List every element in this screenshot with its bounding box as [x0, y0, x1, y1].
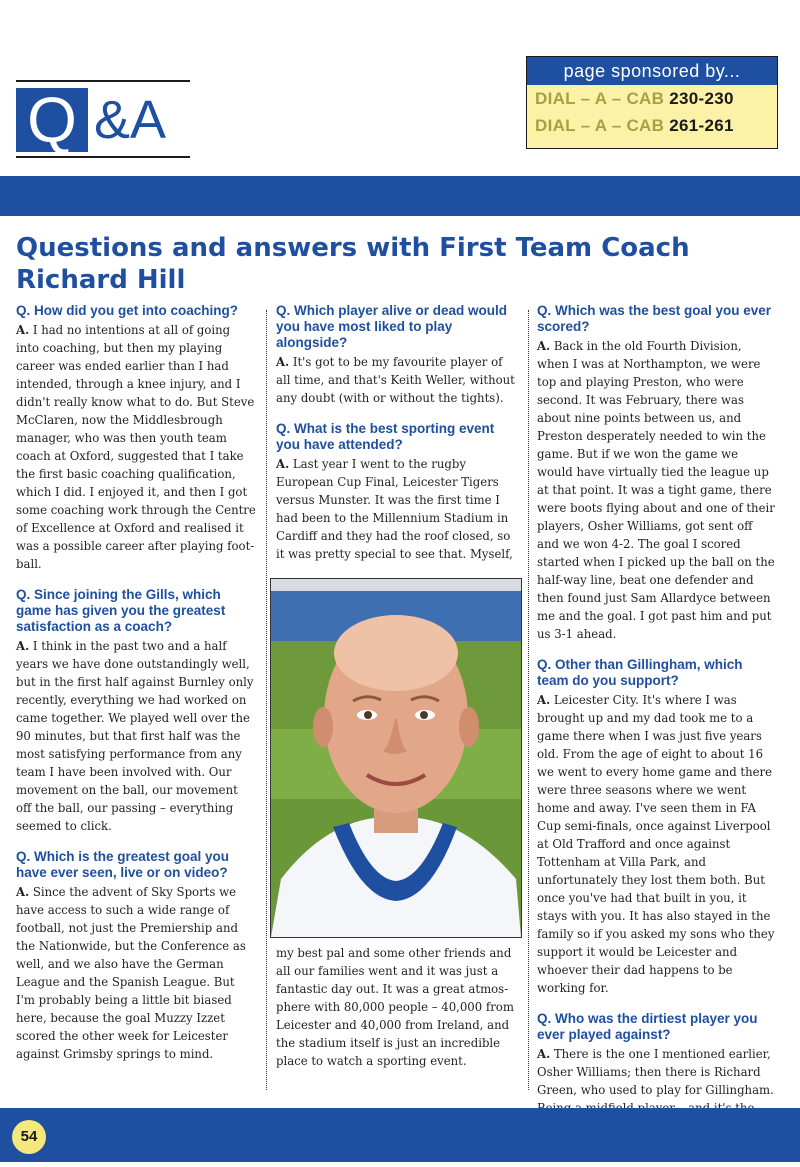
answer-7-text: Leicester City. It's where I was brought up and my dad took me to a game there when I was just five years old. From the age of eight to about 16 we went to every home game and there were three seasons where we went home and away. I've seen them in FA Cup semi-finals, once against Liverpool at Old Trafford and once against Tottenham at Villa Park, and unfortunately they lost them both. But once you've had that built in you, it stays with you. It has also stayed in the family so if you asked my sons who they support it would be Leicester and whoever their dad happens to be working for. — [537, 693, 775, 995]
column-2-continued — [276, 944, 520, 1084]
bottom-band — [0, 1108, 800, 1162]
headline: Questions and answers with First Team Coach Richard Hill — [16, 233, 690, 295]
answer-prefix: A. — [16, 639, 30, 653]
answer-4-text: It's got to be my favourite player of all time, and that's Keith Weller, without any doubt (with or without the tights). — [276, 355, 515, 405]
qa-logo-q: Q — [16, 88, 88, 152]
answer-5-continued: my best pal and some other friends and all our families went and it was just a fantastic day out. It was a great atmosphere with 80,000 people – 40,000 from Leicester and 40,000 from Ireland, and the stadium itself is just an incredible place to watch a sporting event. — [276, 946, 514, 1068]
bottom-rule — [16, 156, 190, 158]
sponsor-line-2 — [527, 112, 777, 139]
question-3: Q. Which is the greatest goal you have ever seen, live or on video? — [16, 849, 230, 880]
qa-logo-rest: &A — [94, 90, 167, 150]
top-rule — [16, 80, 190, 82]
answer-3 — [16, 883, 256, 1063]
column-divider-2 — [528, 310, 529, 1090]
answer-5 — [276, 455, 520, 563]
answer-7 — [537, 691, 777, 997]
sponsor-line-2-number: 261-261 — [669, 116, 734, 135]
sponsor-line-1-prefix: DIAL – A – CAB — [535, 89, 665, 108]
column-2 — [276, 303, 520, 577]
answer-4 — [276, 353, 520, 407]
sponsor-title: page sponsored by... — [527, 57, 777, 85]
column-3 — [537, 303, 777, 1167]
question-2: Q. Since joining the Gills, which game has given you the greatest satisfaction as a coach? — [16, 587, 226, 634]
question-6: Q. Which was the best goal you ever scored? — [537, 303, 772, 334]
answer-3-text: Since the advent of Sky Sports we have access to such a wide range of football, not just the Premiership and the Nationwide, but the Conference as well, and we also have the German League and the Spanish League. But I'm probably being a little bit biased here, because the goal Muzzy Izzet scored the other week for Leicester against Grimsby springs to mind. — [16, 885, 246, 1061]
top-band — [0, 176, 800, 216]
answer-6-text: Back in the old Fourth Division, when I was at Northampton, we were top and playing Preston, who were second. It was February, there was about nine points between us, and Preston desperately needed to win the game. But if we won the game we would have virtually tied the league up at that point. It was a tight game, there were boots flying about and one of their players, Osher Williams, got sent off and we won 4-2. The goal I scored started when I picked up the ball on the half-way line, beat one defender and then found just Sam Allardyce between me and the goal. I got past him and put us 3-1 ahead. — [537, 339, 775, 641]
sponsor-line-1 — [527, 85, 777, 112]
sponsor-line-2-prefix: DIAL – A – CAB — [535, 116, 665, 135]
answer-1-text: I had no intentions at all of going into coaching, but then my playing career was ended earlier than I had intended, through a knee injury, and I didn't really know what to do. But Steve McClaren, now the Middlesbrough manager, who was then youth team coach at Oxford, suggested that I take the first basic coaching qualification, which I did. I enjoyed it, and then I got some coaching work through the Centre of Excellence at Oxford and realised it was a possible career after playing football. — [16, 323, 256, 571]
answer-2-text: I think in the past two and a half years we have done outstandingly well, but in the first half against Burnley only recently, everything we had worked on came together. We played well over the 90 minutes, but that first half was the most satisfying performance from any team I have been involved with. Our movement on the ball, our movement off the ball, our passing – everything seemed to click. — [16, 639, 254, 833]
answer-prefix: A. — [276, 457, 290, 471]
answer-1 — [16, 321, 256, 573]
answer-prefix: A. — [16, 885, 30, 899]
answer-5-text: Last year I went to the rugby European Cup Final, Leicester Tigers versus Munster. It was the first time I had been to the Millennium Stadium in Cardiff and they had the roof closed, so it was pretty special to see that. Myself, — [276, 457, 513, 561]
coach-portrait-illustration — [271, 579, 521, 937]
answer-prefix: A. — [537, 693, 551, 707]
answer-prefix: A. — [537, 1047, 551, 1061]
qa-logo — [16, 84, 167, 156]
coach-photo — [270, 578, 522, 938]
answer-2 — [16, 637, 256, 835]
question-4: Q. Which player alive or dead would you have most liked to play alongside? — [276, 303, 508, 350]
page-number: 54 — [12, 1120, 46, 1154]
column-divider-1 — [266, 310, 267, 1090]
answer-6 — [537, 337, 777, 643]
question-5: Q. What is the best sporting event you have attended? — [276, 421, 495, 452]
answer-prefix: A. — [276, 355, 290, 369]
question-1: Q. How did you get into coaching? — [16, 303, 238, 318]
column-1 — [16, 303, 256, 1077]
sponsor-line-1-number: 230-230 — [669, 89, 734, 108]
question-7: Q. Other than Gillingham, which team do you support? — [537, 657, 743, 688]
answer-prefix: A. — [537, 339, 551, 353]
question-8: Q. Who was the dirtiest player you ever played against? — [537, 1011, 758, 1042]
sponsor-box — [526, 56, 778, 149]
answer-prefix: A. — [16, 323, 30, 337]
answer-8-text: There is the one I mentioned earlier, Osher Williams; then there is Richard Green, who used to play for Gillingham. — [537, 1047, 774, 1097]
